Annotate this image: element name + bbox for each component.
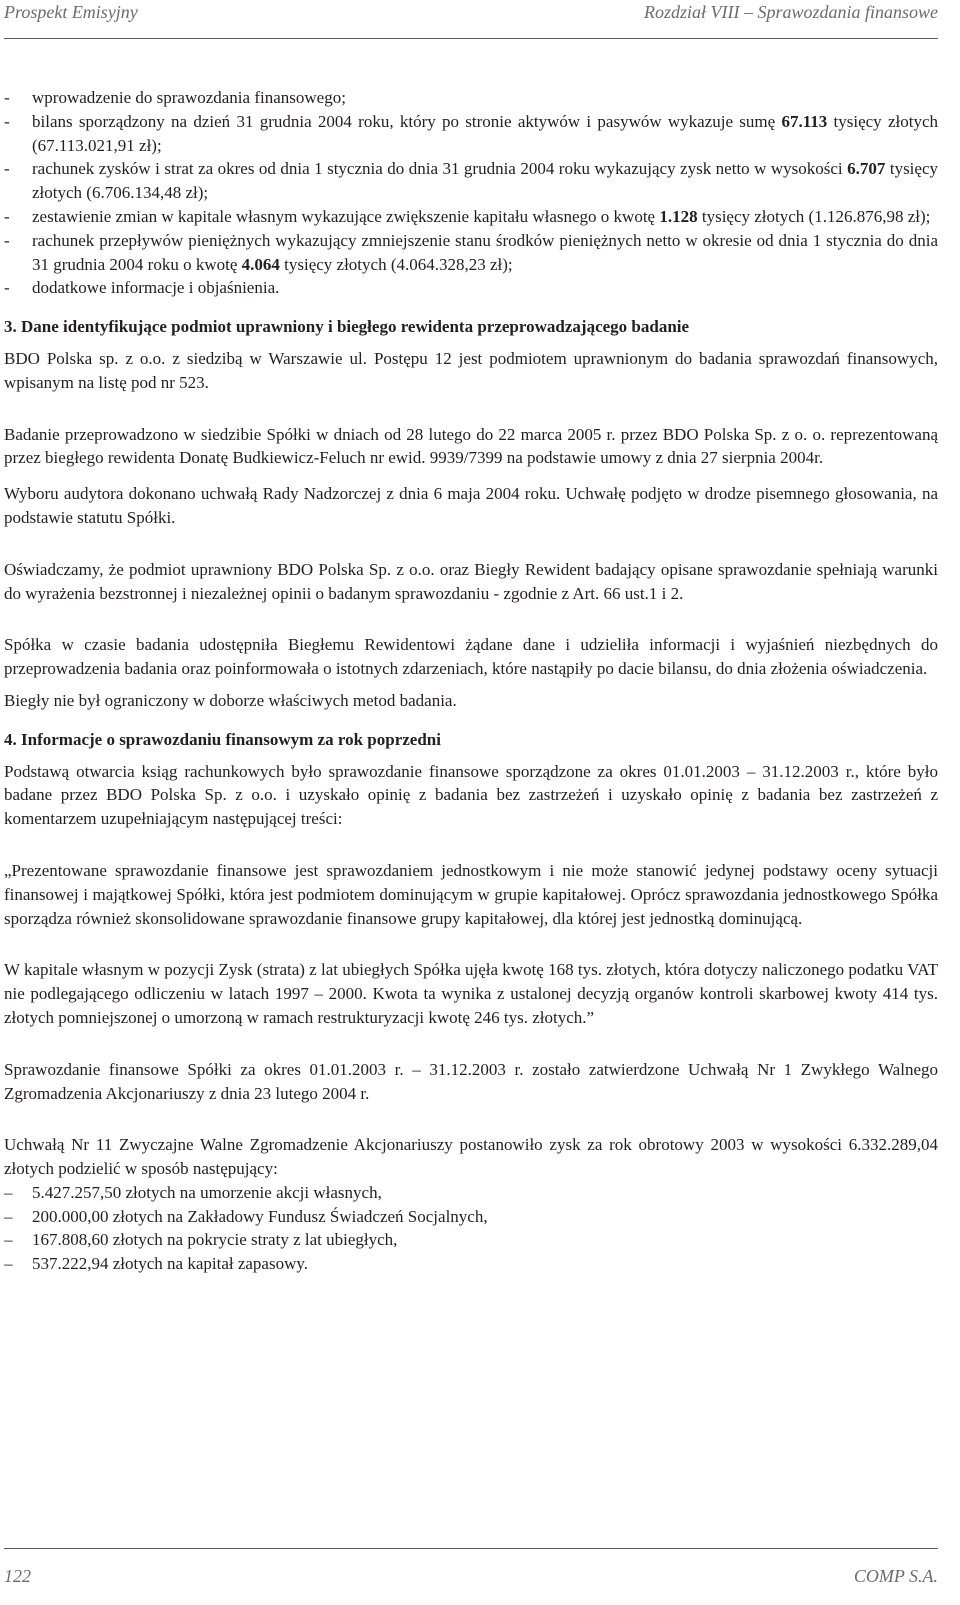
paragraph: Uchwałą Nr 11 Zwyczajne Walne Zgromadzenie Akcjonariuszy postanowiło zysk za rok obrotowy 2003 w wysokości 6.332.289,04 złotych podzielić w sposób następujący: bbox=[4, 1135, 938, 1179]
list-item: – 200.000,00 złotych na Zakładowy Fundusz Świadczeń Socjalnych, bbox=[4, 1205, 938, 1229]
paragraph: Badanie przeprowadzono w siedzibie Spółki w dniach od 28 lutego do 22 marca 2005 r. przez BDO Polska Sp. z o. o. reprezentowaną przez biegłego rewidenta Donatę Budkiewicz-Feluch nr ewid. 9939/7399 na podstawie umowy z dnia 27 sierpnia 2004r. bbox=[4, 424, 938, 468]
list-item: - rachunek zysków i strat za okres od dnia 1 stycznia do dnia 31 grudnia 2004 roku wykazujący zysk netto w wysokości 6.707 tysięcy złotych (6.706.134,48 zł); bbox=[4, 157, 938, 205]
paragraph: Wyboru audytora dokonano uchwałą Rady Nadzorczej z dnia 6 maja 2004 roku. Uchwałę podjęto w drodze pisemnego głosowania, na podstawie statutu Spółki. bbox=[4, 484, 938, 527]
list-item: – 5.427.257,50 złotych na umorzenie akcji własnych, bbox=[4, 1181, 938, 1205]
quoted-paragraph: „Prezentowane sprawozdanie finansowe jest sprawozdaniem jednostkowym i nie może stanowić jedynej podstawy oceny sytuacji finansowej i majątkowej Spółki, która jest podmiotem dominującym w grupie kapitałowej. Oprócz sprawozdania jednostkowego Spółka sporządza również skonsolidowane sprawozdanie finansowe grupy kapitałowej, dla której jest jednostką dominującą. bbox=[4, 860, 938, 928]
report-components-list bbox=[4, 86, 938, 300]
list-item: – 537.222,94 złotych na kapitał zapasowy. bbox=[4, 1252, 938, 1276]
footer-divider bbox=[4, 1548, 938, 1549]
list-item: - rachunek przepływów pieniężnych wykazujący zmniejszenie stanu środków pieniężnych netto w okresie od dnia 1 stycznia do dnia 31 grudnia 2004 roku o kwotę 4.064 tysięcy złotych (4.064.328,23 zł); bbox=[4, 229, 938, 277]
list-item: – 167.808,60 złotych na pokrycie straty z lat ubiegłych, bbox=[4, 1228, 938, 1252]
list-item: - dodatkowe informacje i objaśnienia. bbox=[4, 276, 938, 300]
document-body bbox=[4, 86, 938, 1276]
footer-company: COMP S.A. bbox=[853, 1566, 938, 1586]
list-item: - wprowadzenie do sprawozdania finansowego; bbox=[4, 86, 938, 110]
paragraph: Sprawozdanie finansowe Spółki za okres 01.01.2003 r. – 31.12.2003 r. zostało zatwierdzone Uchwałą Nr 1 Zwykłego Walnego Zgromadzenia Akcjonariuszy z dnia 23 lutego 2004 r. bbox=[4, 1059, 938, 1103]
list-item: - zestawienie zmian w kapitale własnym wykazujące zwiększenie kapitału własnego o kwotę 1.128 tysięcy złotych (1.126.876,98 zł); bbox=[4, 205, 938, 229]
header-chapter-title: Rozdział VIII – Sprawozdania finansowe bbox=[643, 2, 938, 22]
page-number: 122 bbox=[4, 1566, 31, 1586]
paragraph: Oświadczamy, że podmiot uprawniony BDO Polska Sp. z o.o. oraz Biegły Rewident badający opisane sprawozdanie spełniają warunki do wyrażenia bezstronnej i niezależnej opinii o badanym sprawozdaniu - zgodnie z Art. 66 ust.1 i 2. bbox=[4, 559, 938, 603]
profit-distribution-list bbox=[4, 1181, 938, 1276]
list-item: - bilans sporządzony na dzień 31 grudnia 2004 roku, który po stronie aktywów i pasywów wykazuje sumę 67.113 tysięcy złotych (67.113.021,91 zł); bbox=[4, 110, 938, 158]
quoted-paragraph: W kapitale własnym w pozycji Zysk (strata) z lat ubiegłych Spółka ujęła kwotę 168 tys. złotych, która dotyczy naliczonego podatku VAT nie podlegającego odliczeniu w latach 1997 – 2000. Kwota ta wynika z ustalonej decyzją organów kontroli skarbowej kwoty 414 tys. złotych pomniejszonej o umorzoną w ramach restrukturyzacji kwotę 246 tys. złotych.” bbox=[4, 960, 938, 1027]
paragraph: Biegły nie był ograniczony w doborze właściwych metod badania. bbox=[4, 690, 457, 710]
paragraph: Podstawą otwarcia ksiąg rachunkowych było sprawozdanie finansowe sporządzone za okres 01.01.2003 – 31.12.2003 r., które było badane przez BDO Polska Sp. z o.o. i uzyskało opinię z badania bez zastrzeżeń i uzyskało opinię z badania bez zastrzeżeń z komentarzem uzupełniającym następującej treści: bbox=[4, 761, 938, 829]
paragraph: BDO Polska sp. z o.o. z siedzibą w Warszawie ul. Postępu 12 jest podmiotem uprawnionym do badania sprawozdań finansowych, wpisanym na listę pod nr 523. bbox=[4, 348, 938, 392]
header-divider bbox=[4, 38, 938, 39]
header-doc-title: Prospekt Emisyjny bbox=[4, 2, 138, 22]
section-3-heading: 3. Dane identyfikujące podmiot uprawniony i biegłego rewidenta przeprowadzającego badanie bbox=[4, 317, 690, 337]
paragraph: Spółka w czasie badania udostępniła Biegłemu Rewidentowi żądane dane i udzieliła informacji i wyjaśnień niezbędnych do przeprowadzenia badania oraz poinformowała o istotnych zdarzeniach, które nastąpiły po dacie bilansu, do dnia złożenia oświadczenia. bbox=[4, 635, 938, 679]
section-4-heading: 4. Informacje o sprawozdaniu finansowym za rok poprzedni bbox=[4, 729, 441, 749]
